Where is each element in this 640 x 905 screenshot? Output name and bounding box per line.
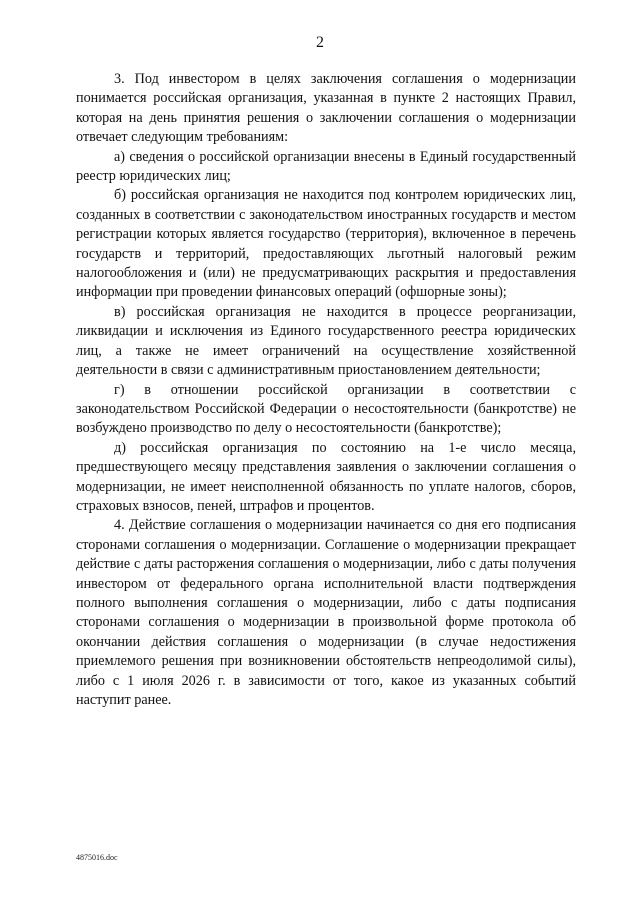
paragraph-3v: в) российская организация не находится в процессе реорганизации, ликвидации и исключения из Единого государственного реестра юридических лиц, а также не имеет ограничений на осуществление хозяйственной деятельности в связи с административным приостановлением деятельности; [76, 303, 576, 379]
paragraph-4: 4. Действие соглашения о модернизации начинается со дня его подписания сторонами соглашения о модернизации. Соглашение о модернизации прекращает действие с даты расторжения соглашения о модернизации, либо с даты получения инвестором от федерального органа исполнительной власти подтверждения полного выполнения соглашения о модернизации, либо с даты подписания сторонами соглашения о модернизации в произвольной форме протокола об окончании действия соглашения о модернизации (в случае недостижения приемлемого решения при возникновении обстоятельств непреодолимой силы), либо с 1 июля 2026 г. в зависимости от того, какое из указанных событий наступит ранее. [76, 517, 576, 708]
footer-doc-id: 4875016.doc [76, 853, 118, 862]
paragraph-3a: а) сведения о российской организации внесены в Единый государственный реестр юридических лиц; [76, 148, 576, 185]
paragraph-3b: б) российская организация не находится под контролем юридических лиц, созданных в соответствии с законодательством иностранных государств и местом регистрации которых является государство (территория), включенное в перечень государств и территорий, предоставляющих льготный налоговый режим налогообложения и (или) не предусматривающих раскрытия и предоставления информации при проведении финансовых операций (офшорные зоны); [76, 187, 576, 301]
paragraph-3d: д) российская организация по состоянию на 1-е число месяца, предшествующего месяцу представления заявления о заключении соглашения о модернизации, не имеет неисполненной обязанность по уплате налогов, сборов, страховых взносов, пеней, штрафов и процентов. [76, 439, 576, 514]
paragraph-3: 3. Под инвестором в целях заключения соглашения о модернизации понимается российская организация, указанная в пункте 2 настоящих Правил, которая на день принятия решения о заключении соглашения о модернизации отвечает следующим требованиям: [76, 71, 576, 146]
document-body [76, 70, 576, 710]
paragraph-3g: г) в отношении российской организации в соответствии с законодательством Российской Федерации о несостоятельности (банкротстве) не возбуждено производство по делу о несостоятельности (банкротстве); [76, 381, 576, 437]
page-number: 2 [316, 34, 324, 51]
